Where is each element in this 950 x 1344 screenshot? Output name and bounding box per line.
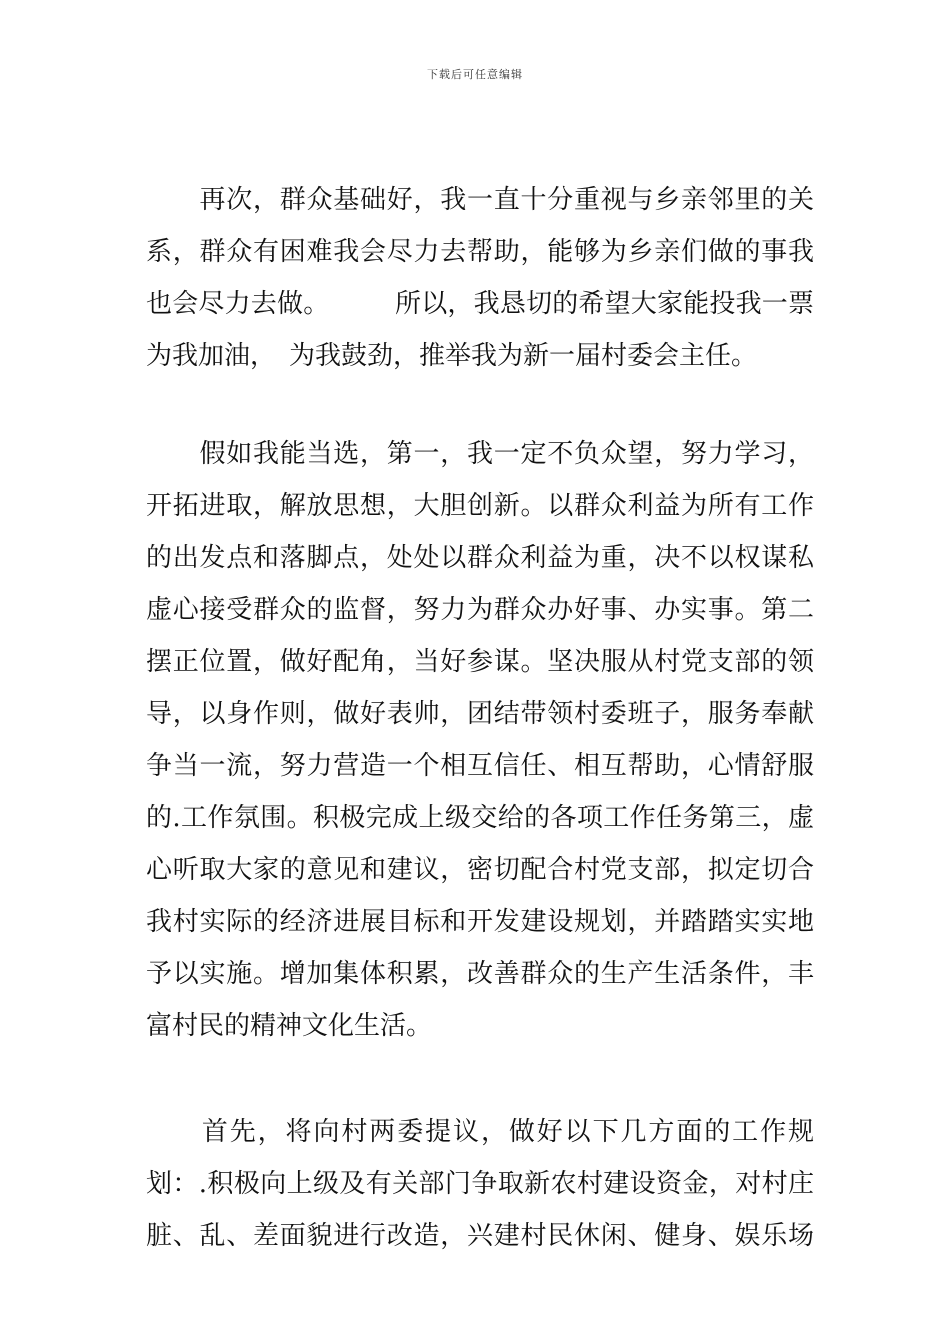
text-line: 摆正位置，做好配角，当好参谋。坚决服从村党支部的领 (146, 647, 814, 677)
text-line: 心听取大家的意见和建议，密切配合村党支部，拟定切合 (146, 855, 814, 885)
text-line: 予以实施。增加集体积累，改善群众的生产生活条件，丰 (146, 959, 814, 989)
paragraph-gap (146, 382, 814, 428)
text-line: 划：.积极向上级及有关部门争取新农村建设资金，对村庄 (146, 1169, 814, 1199)
text-line: 的出发点和落脚点，处处以群众利益为重，决不以权谋私 (146, 543, 814, 573)
text-line: 为我加油， 为我鼓劲，推举我为新一届村委会主任。 (146, 341, 758, 371)
text-line: 首先，将向村两委提议，做好以下几方面的工作规 (146, 1117, 814, 1147)
paragraph-2 (146, 428, 814, 1052)
text-line: 虚心接受群众的监督，努力为群众办好事、办实事。第二 (146, 595, 814, 625)
text-line: 脏、乱、差面貌进行改造，兴建村民休闲、健身、娱乐场 (146, 1221, 814, 1251)
text-line: 再次，群众基础好，我一直十分重视与乡亲邻里的关 (146, 185, 814, 215)
text-line: 争当一流，努力营造一个相互信任、相互帮助，心情舒服 (146, 751, 814, 781)
text-line: 富村民的精神文化生活。 (146, 1011, 433, 1041)
paragraph-3 (146, 1106, 814, 1262)
text-line: 的.工作氛围。积极完成上级交给的各项工作任务第三，虚 (146, 803, 814, 833)
text-line: 假如我能当选，第一，我一定不负众望，努力学习， (146, 439, 814, 469)
text-line: 导，以身作则，做好表帅，团结带领村委班子，服务奉献 (146, 699, 814, 729)
header-note: 下载后可任意编辑 (427, 68, 523, 81)
text-line: 也会尽力去做。 所以，我恳切的希望大家能投我一票 (146, 289, 814, 319)
paragraph-gap (146, 1052, 814, 1106)
document-body (146, 174, 814, 1262)
text-line: 系，群众有困难我会尽力去帮助，能够为乡亲们做的事我 (146, 237, 814, 267)
paragraph-1 (146, 174, 814, 382)
text-line: 开拓进取，解放思想，大胆创新。以群众利益为所有工作 (146, 491, 814, 521)
text-line: 我村实际的经济进展目标和开发建设规划，并踏踏实实地 (146, 907, 814, 937)
